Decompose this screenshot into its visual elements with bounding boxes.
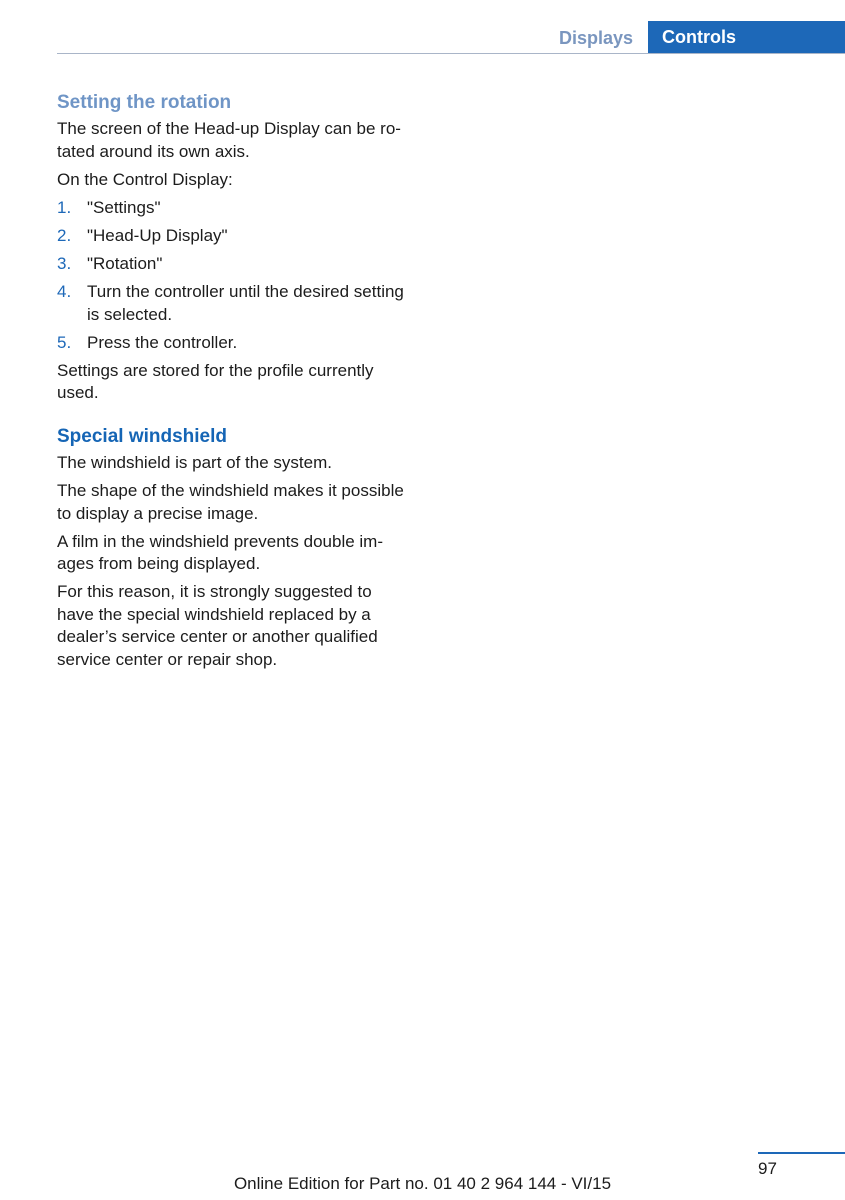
- step-number: 5.: [57, 332, 72, 352]
- rotation-intro-line2: tated around its own axis.: [57, 141, 250, 161]
- windshield-section: [57, 424, 427, 671]
- step-number: 1.: [57, 198, 72, 217]
- header-chapter-tab: Controls: [648, 21, 845, 54]
- step-text-line1: Turn the controller until the desired setting: [87, 282, 404, 301]
- step-text: "Head-Up Display": [87, 226, 228, 245]
- edition-note: Online Edition for Part no. 01 40 2 964 144 - VI/15: [233, 1174, 612, 1193]
- header-section-title: Displays: [558, 28, 633, 48]
- section-spacer: [57, 410, 427, 424]
- windshield-heading: Special windshield: [57, 426, 227, 447]
- step-number: 4.: [57, 282, 72, 301]
- step-text: Press the controller.: [87, 332, 238, 352]
- page-number: 97: [758, 1159, 777, 1178]
- step-number: 3.: [57, 254, 72, 273]
- list-item: [57, 225, 427, 248]
- list-item: [57, 197, 427, 220]
- windshield-p4-line3: dealer’s service center or another qualified: [57, 627, 378, 646]
- windshield-paragraph-4: [57, 581, 427, 671]
- windshield-p3-line2: ages from being displayed.: [57, 554, 261, 573]
- footer-divider: [758, 1152, 845, 1154]
- windshield-p2-line2: to display a precise image.: [57, 503, 259, 523]
- rotation-intro-line1: The screen of the Head-up Display can be ro-: [57, 119, 401, 138]
- step-text-line2: is selected.: [87, 304, 173, 324]
- windshield-p4-line2: have the special windshield replaced by a: [57, 604, 371, 624]
- list-item: [57, 281, 427, 326]
- settings-stored-note: [57, 360, 427, 405]
- windshield-p3-line1: A film in the windshield prevents double im-: [57, 531, 383, 551]
- list-item: [57, 332, 427, 355]
- step-text: "Rotation": [87, 254, 163, 273]
- windshield-paragraph-2: [57, 480, 427, 525]
- windshield-paragraph-1: The windshield is part of the system.: [57, 453, 332, 472]
- windshield-paragraph-3: [57, 531, 427, 576]
- main-column: [57, 90, 427, 677]
- rotation-heading: Setting the rotation: [57, 92, 232, 113]
- header-divider: [57, 53, 845, 54]
- settings-stored-line2: used.: [57, 383, 99, 402]
- windshield-p4-line4: service center or repair shop.: [57, 649, 278, 669]
- control-display-label: On the Control Display:: [57, 169, 233, 189]
- step-text: "Settings": [87, 198, 161, 217]
- windshield-p2-line1: The shape of the windshield makes it possible: [57, 481, 404, 500]
- windshield-p4-line1: For this reason, it is strongly suggested to: [57, 582, 372, 601]
- list-item: [57, 253, 427, 276]
- rotation-intro: [57, 118, 427, 163]
- rotation-steps-list: [57, 197, 427, 354]
- settings-stored-line1: Settings are stored for the profile currently: [57, 360, 374, 380]
- step-number: 2.: [57, 226, 72, 245]
- rotation-section: [57, 90, 427, 405]
